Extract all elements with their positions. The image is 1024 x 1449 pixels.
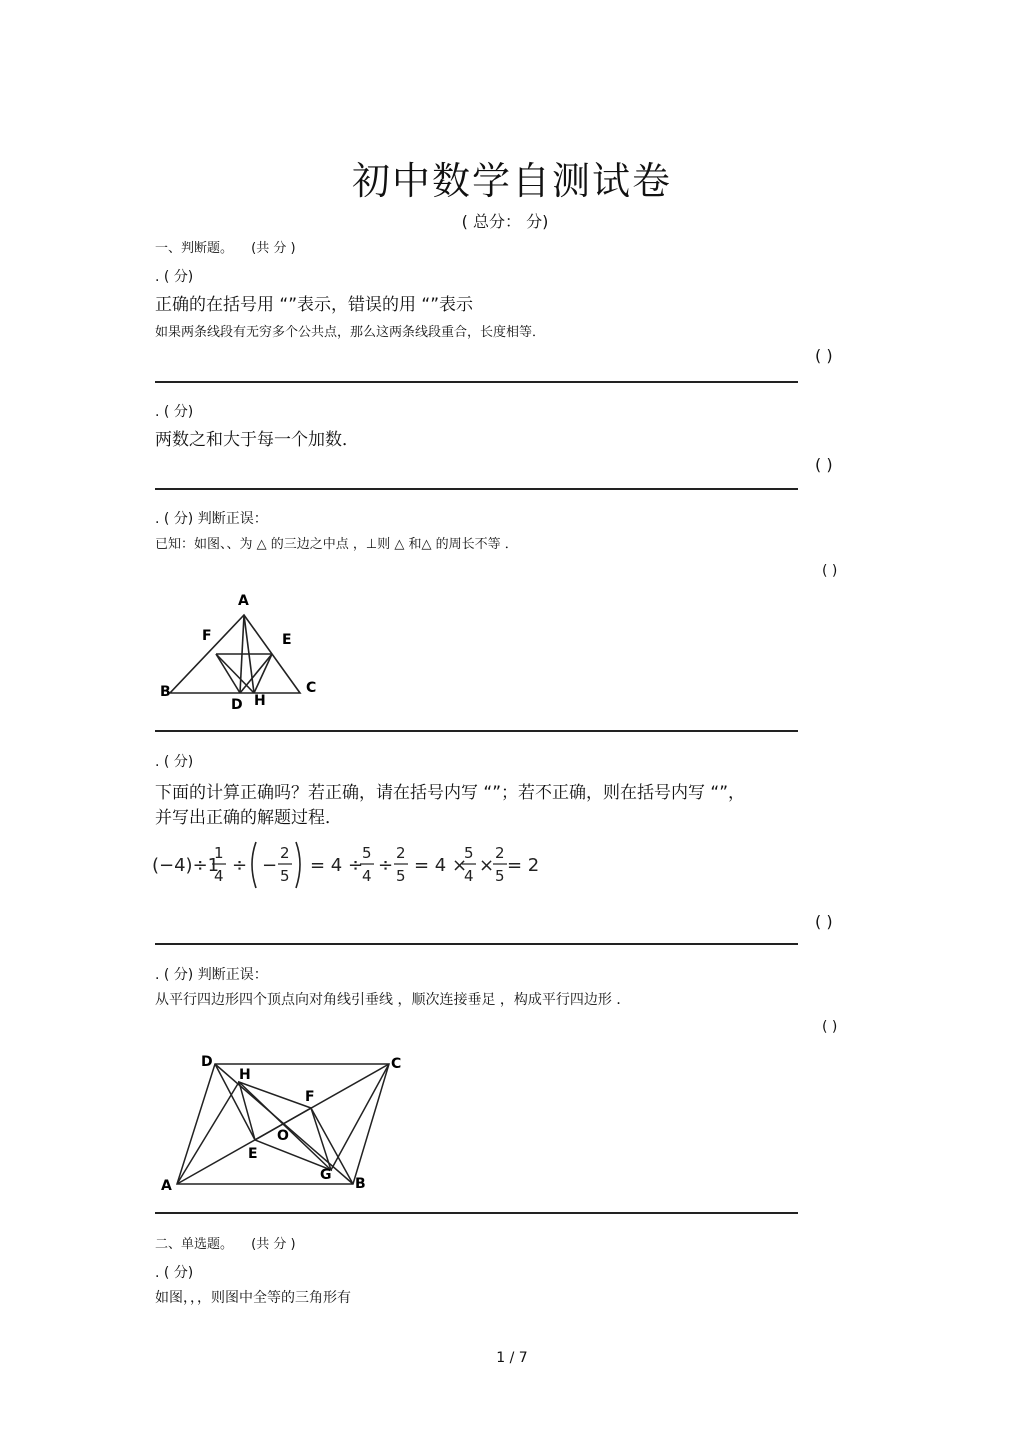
label-A: A xyxy=(161,1178,172,1194)
q3-score: . ( 分) 判断正误： xyxy=(155,511,268,527)
formula-part: ÷ xyxy=(232,855,248,876)
label-F: F xyxy=(202,628,212,644)
label-F: F xyxy=(305,1089,315,1105)
q2-score: . ( 分) xyxy=(155,404,194,420)
q4-formula xyxy=(152,836,540,892)
label-E: E xyxy=(248,1146,258,1162)
fraction-den: 4 xyxy=(464,867,474,885)
fraction-num: 5 xyxy=(464,844,474,862)
formula-part: − xyxy=(262,855,278,876)
label-C: C xyxy=(306,680,317,696)
q2-answer-paren[interactable]: ( ) xyxy=(815,455,833,474)
label-B: B xyxy=(160,684,171,700)
q4-answer-paren[interactable]: ( ) xyxy=(815,912,833,931)
divider xyxy=(155,381,798,383)
label-A: A xyxy=(238,593,249,609)
fraction-num: 5 xyxy=(362,844,372,862)
section1-title: 一、判断题。 xyxy=(155,241,234,256)
section1-heading xyxy=(155,237,296,256)
q6-score: . ( 分) xyxy=(155,1265,194,1281)
q1-score: . ( 分) xyxy=(155,269,194,285)
q5-parallelogram-figure xyxy=(155,1046,415,1196)
formula-part: = 4 ÷ xyxy=(310,855,364,876)
label-G: G xyxy=(320,1167,332,1183)
fraction-den: 5 xyxy=(280,867,290,885)
section2-title: 二、单选题。 xyxy=(155,1237,234,1252)
q5-text: 从平行四边形四个顶点向对角线引垂线 ，顺次连接垂足 ，构成平行四边形 ． xyxy=(155,992,631,1008)
fraction-num: 2 xyxy=(396,844,406,862)
q1-answer-paren[interactable]: ( ) xyxy=(815,346,833,365)
q4-score: . ( 分) xyxy=(155,754,194,770)
q3-answer-paren[interactable]: ( ) xyxy=(822,563,838,579)
q6-text: 如图，，，则图中全等的三角形有 xyxy=(155,1290,351,1306)
q4-line2: 并写出正确的解题过程． xyxy=(155,808,342,828)
formula-part: (−4)÷1 xyxy=(152,855,220,876)
formula-part: = 2 xyxy=(507,855,540,876)
q1-text: 如果两条线段有无穷多个公共点，那么这两条线段重合，长度相等． xyxy=(155,325,546,340)
formula-part: × xyxy=(479,855,495,876)
label-D: D xyxy=(201,1054,213,1070)
label-D: D xyxy=(231,697,243,713)
q3-text: 已知：如图、、为 △ 的三边之中点 ，⊥则 △ 和△ 的周长不等 ． xyxy=(155,537,518,552)
formula-part: = 4 × xyxy=(414,855,468,876)
q1-instruction: 正确的在括号用 “”表示，错误的用 “”表示 xyxy=(155,295,474,315)
page-number: 1 / 7 xyxy=(496,1350,528,1366)
fraction-den: 5 xyxy=(495,867,505,885)
label-B: B xyxy=(355,1176,366,1192)
fraction-num: 1 xyxy=(214,844,224,862)
fraction-num: 2 xyxy=(495,844,505,862)
fraction-num: 2 xyxy=(280,844,290,862)
label-E: E xyxy=(282,632,292,648)
q3-triangle-figure xyxy=(150,588,340,713)
divider xyxy=(155,943,798,945)
divider xyxy=(155,488,798,490)
fraction-den: 5 xyxy=(396,867,406,885)
label-C: C xyxy=(391,1056,402,1072)
q4-line1: 下面的计算正确吗？若正确，请在括号内写 “”；若不正确，则在括号内写 “”， xyxy=(155,783,746,803)
formula-part: ÷ xyxy=(378,855,394,876)
q5-score: . ( 分) 判断正误： xyxy=(155,967,268,983)
fraction-den: 4 xyxy=(362,867,372,885)
section1-count: (共 分 ) xyxy=(251,241,296,256)
section2-count: (共 分 ) xyxy=(251,1237,296,1252)
q2-text: 两数之和大于每一个加数． xyxy=(155,430,359,450)
page-title: 初中数学自测试卷 xyxy=(351,159,672,203)
divider xyxy=(155,1212,798,1214)
label-H: H xyxy=(239,1067,251,1083)
fraction-den: 4 xyxy=(214,867,224,885)
label-H: H xyxy=(254,693,266,709)
q5-answer-paren[interactable]: ( ) xyxy=(822,1019,838,1035)
label-O: O xyxy=(277,1128,289,1144)
page-subtitle: ( 总分： 分) xyxy=(461,212,549,231)
section2-heading xyxy=(155,1233,296,1252)
divider xyxy=(155,730,798,732)
